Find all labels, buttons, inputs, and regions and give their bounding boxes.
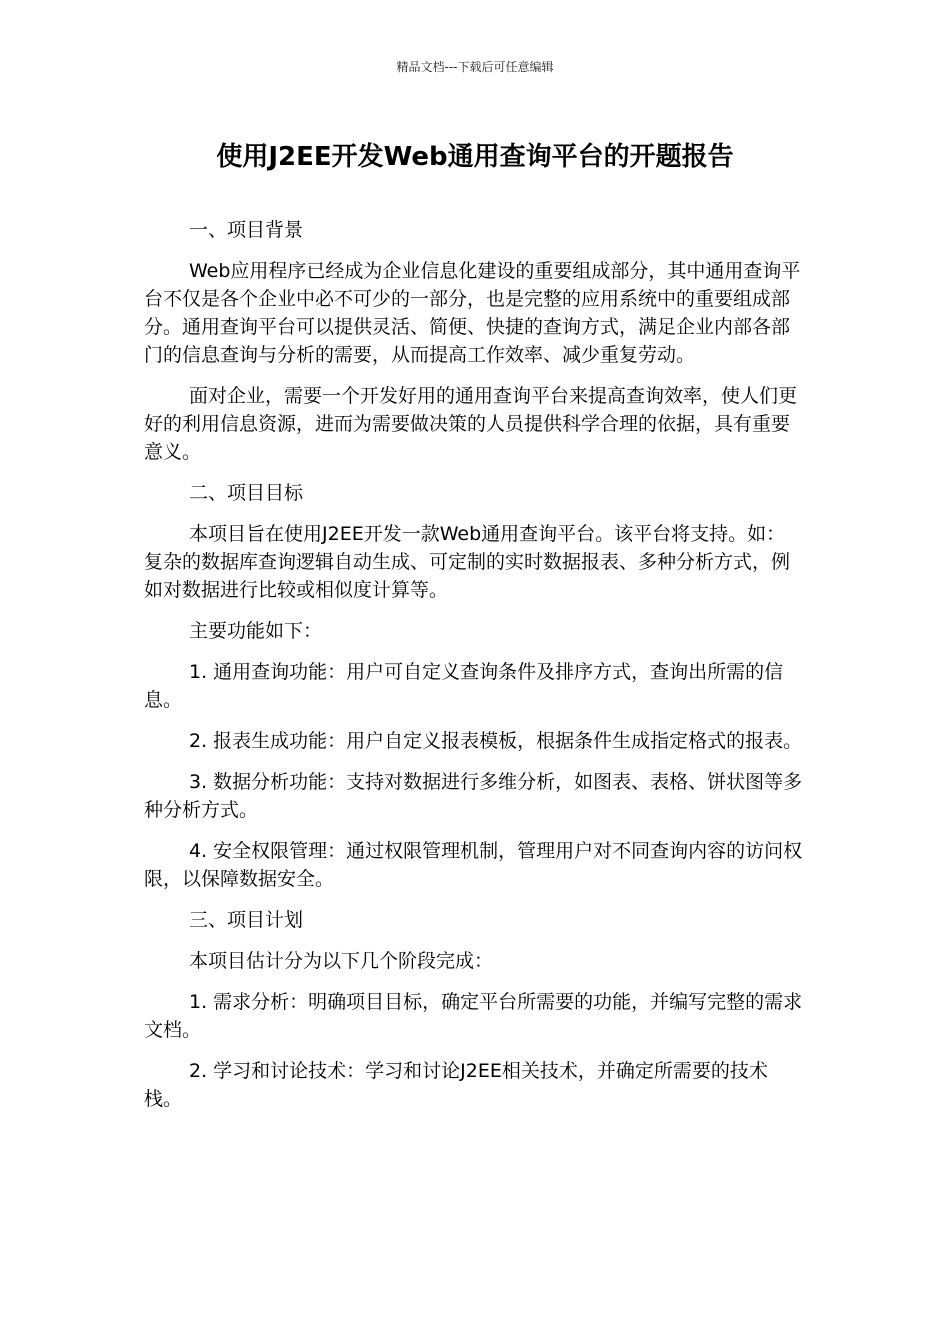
- list-item: 2. 报表生成功能：用户自定义报表模板，根据条件生成指定格式的报表。: [189, 730, 803, 752]
- document-body: [144, 216, 804, 1126]
- paragraph: 主要功能如下：: [189, 620, 323, 642]
- header-note: 精品文档---下载后可任意编辑: [396, 60, 554, 74]
- list-item: 4. 安全权限管理：通过权限管理机制，管理用户对不同查询内容的访问权限，以保障数据安全。: [144, 840, 803, 890]
- paragraph: Web应用程序已经成为企业信息化建设的重要组成部分，其中通用查询平台不仅是各个企业中必不可少的一部分，也是完整的应用系统中的重要组成部分。通用查询平台可以提供灵活、简便、快捷的查询方式，满足企业内部各部门的信息查询与分析的需要，从而提高工作效率、减少重复劳动。: [144, 260, 801, 366]
- section-heading-background: 一、项目背景: [189, 219, 304, 241]
- list-item: 1. 需求分析：明确项目目标，确定平台所需要的功能，并编写完整的需求文档。: [144, 991, 803, 1041]
- document-title: 使用J2EE开发Web通用查询平台的开题报告: [216, 142, 734, 172]
- paragraph: 面对企业，需要一个开发好用的通用查询平台来提高查询效率，使人们更好的利用信息资源，进而为需要做决策的人员提供科学合理的依据，具有重要意义。: [144, 385, 798, 463]
- list-item: 3. 数据分析功能：支持对数据进行多维分析，如图表、表格、饼状图等多种分析方式。: [144, 771, 803, 821]
- list-item: 2. 学习和讨论技术：学习和讨论J2EE相关技术，并确定所需要的技术栈。: [144, 1060, 768, 1110]
- paragraph: 本项目估计分为以下几个阶段完成：: [189, 950, 494, 972]
- section-heading-goals: 二、项目目标: [189, 482, 304, 504]
- list-item: 1. 通用查询功能：用户可自定义查询条件及排序方式，查询出所需的信息。: [144, 661, 784, 711]
- section-heading-plan: 三、项目计划: [189, 909, 304, 931]
- paragraph: 本项目旨在使用J2EE开发一款Web通用查询平台。该平台将支持。如：复杂的数据库查询逻辑自动生成、可定制的实时数据报表、多种分析方式，例如对数据进行比较或相似度计算等。: [144, 523, 791, 601]
